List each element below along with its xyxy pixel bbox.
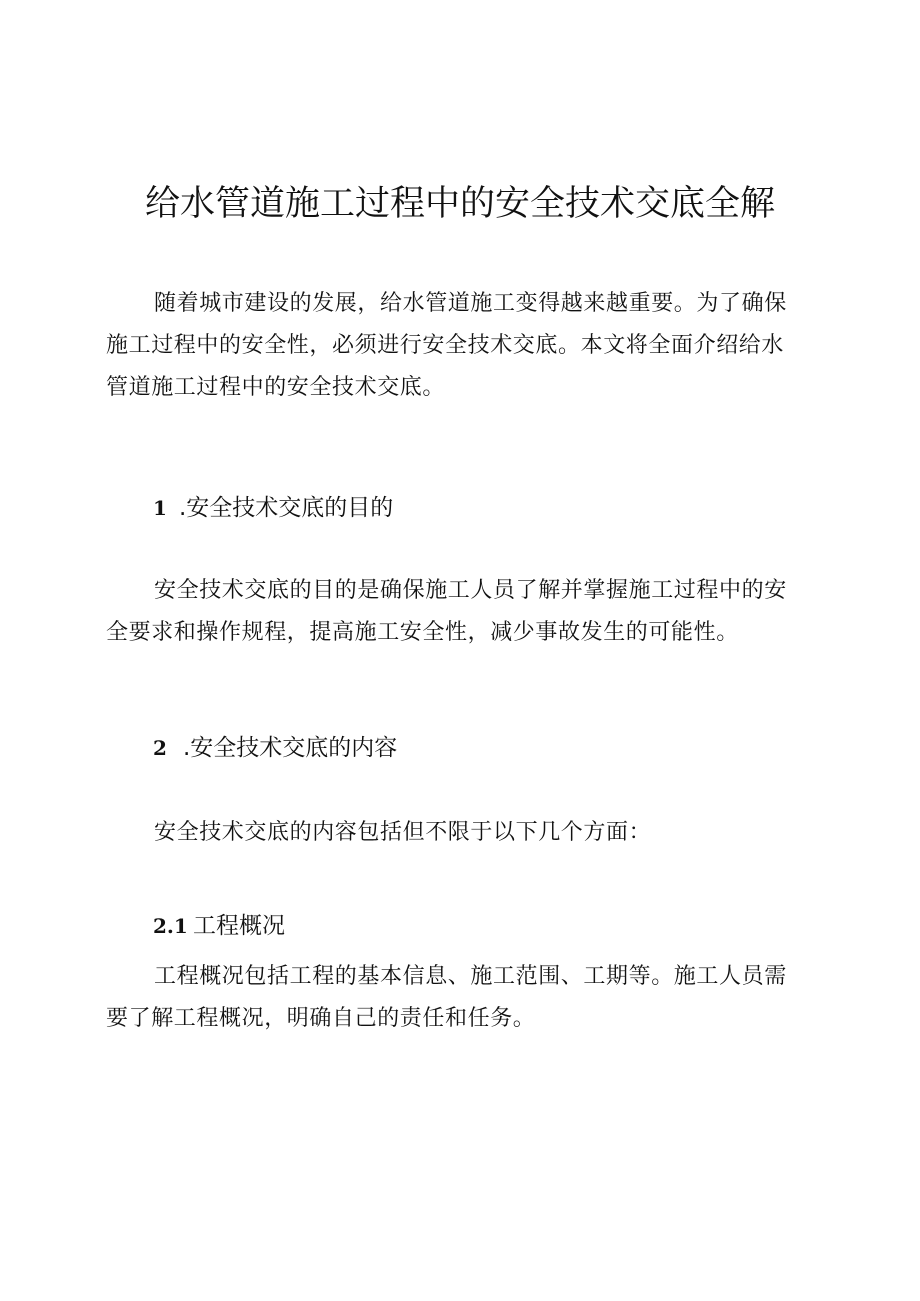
section-paragraph-2-1: 工程概况包括工程的基本信息、施工范围、工期等。施工人员需要了解工程概况，明确自己的责任和任务。	[106, 964, 787, 1031]
section-title: 工程概况	[193, 913, 285, 939]
intro-paragraph: 随着城市建设的发展，给水管道施工变得越来越重要。为了确保施工过程中的安全性，必须进行安全技术交底。本文将全面介绍给水管道施工过程中的安全技术交底。	[106, 291, 787, 400]
section-paragraph-2: 安全技术交底的内容包括但不限于以下几个方面：	[154, 820, 652, 845]
section-heading-1	[153, 491, 393, 525]
section-paragraph-1: 安全技术交底的目的是确保施工人员了解并掌握施工过程中的安全要求和操作规程，提高施工安全性，减少事故发生的可能性。	[106, 578, 787, 645]
section-number: 1	[153, 496, 167, 520]
section-heading-2-1	[153, 909, 285, 943]
section-number: 2	[153, 736, 167, 760]
section-number: 2.1	[153, 914, 188, 938]
document-title: 给水管道施工过程中的安全技术交底全解	[144, 184, 775, 224]
section-title: .安全技术交底的内容	[183, 735, 398, 761]
section-heading-2	[153, 731, 397, 765]
section-title: .安全技术交底的目的	[179, 495, 394, 521]
